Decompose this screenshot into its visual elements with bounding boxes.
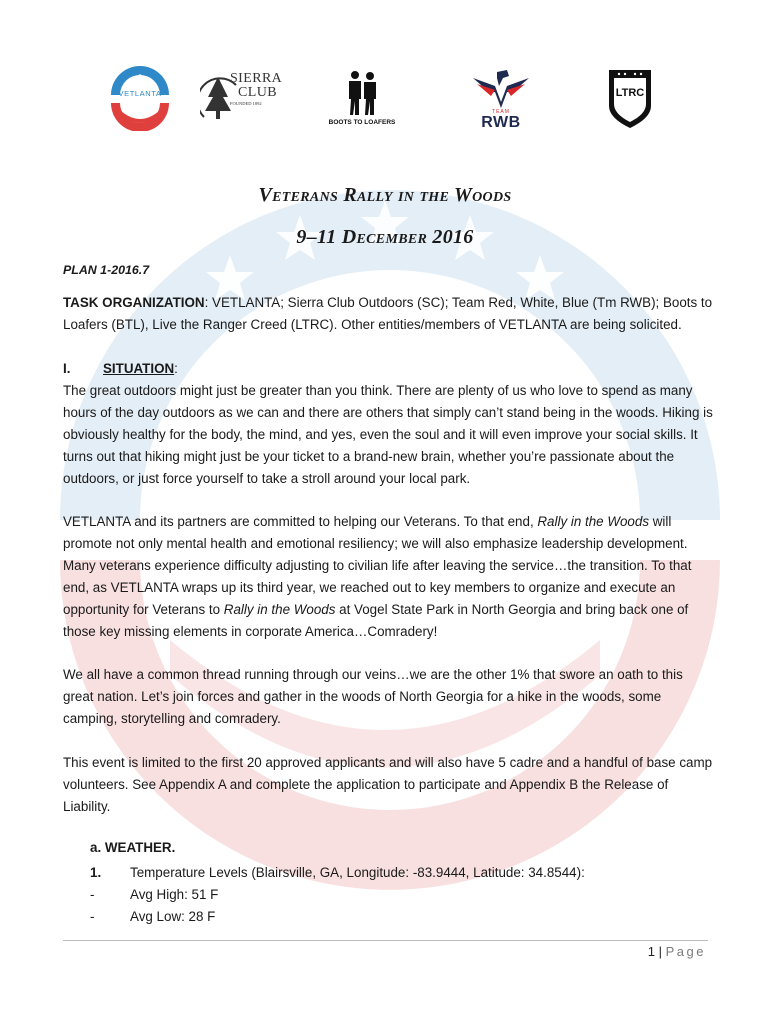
two-soldiers-icon — [342, 69, 382, 119]
p2-text-a: VETLANTA and its partners are committed to helping our Veterans. To that end, — [63, 514, 538, 529]
weather-item-1-number: 1. — [90, 865, 102, 880]
dash-bullet: - — [90, 887, 95, 902]
situation-paragraph-1: The great outdoors might just be greater than you think. There are plenty of us who love to spend as many hours of the day outdoors as we can and there are others that simply can’t stand being in the woods. Hiking is obviously healthy for the body, the mind, and yes, even the soul and it will even improve your social skills. It turns out that hiking might just be your ticket to a brand-new brain, whether you’re passionate about the outdoors, or just force yourself to take a stroll around your local park. — [63, 383, 713, 486]
weather-item-1-text: Temperature Levels (Blairsville, GA, Longitude: -83.9444, Latitude: 34.8544): — [130, 865, 585, 880]
p2-emphasis-2: Rally in the Woods — [223, 602, 336, 617]
situation-label: SITUATION — [103, 361, 175, 376]
situation-paragraph-3: We all have a common thread running through our veins…we are the other 1% that swore an oath to this great nation. Let’s join forces and gather in the woods of North Georgia for a hike in the woods, some camping, storytelling and comradery. — [63, 667, 683, 726]
event-dates: 9–11 December 2016 — [296, 226, 474, 248]
ltrc-logo — [604, 60, 656, 136]
vetlanta-logo-text: VETLANTA — [118, 89, 162, 98]
vetlanta-emblem-icon — [107, 65, 173, 131]
team-rwb-text: RWB — [481, 113, 521, 131]
document-title: Veterans Rally in the Woods — [258, 184, 512, 206]
weather-item-1 — [90, 862, 585, 884]
task-organization-text: : VETLANTA; Sierra Club Outdoors (SC); Team Red, White, Blue (Tm RWB); Boots to Loafers (BTL), Live the Ranger Creed (LTRC). Other entities/members of VETLANTA are being solicited. — [63, 295, 713, 332]
eagle-icon — [471, 66, 531, 110]
team-rwb-logo — [470, 60, 532, 136]
sierra-text: SIERRA — [230, 71, 283, 86]
club-text: CLUB — [238, 85, 277, 100]
vetlanta-logo — [106, 60, 174, 136]
situation-number: I. — [63, 361, 71, 376]
team-rwb-small-text: TEAM — [492, 108, 510, 115]
boots-to-loafers-logo — [328, 60, 396, 136]
sierra-club-wordmark — [230, 72, 282, 107]
p2-text-b: will promote not only mental health and emotional resiliency; we will also emphasize leadership development. Many veterans experience difficulty adjusting to civilian life after leaving the service…the transition. To that end, as VETLANTA wraps up its third year, we reached out to key members to organize and execute an opportunity for Veterans to — [63, 514, 692, 617]
avg-low-text: Avg Low: 28 F — [130, 909, 216, 924]
boots-to-loafers-text: BOOTS TO LOAFERS — [328, 119, 396, 127]
situation-heading — [63, 358, 713, 380]
page-label: Page — [665, 944, 706, 959]
ltrc-text: LTRC — [615, 87, 645, 99]
page-number: 1 — [647, 944, 656, 959]
plan-number: PLAN 1-2016.7 — [63, 263, 150, 277]
p2-text-c: at Vogel State Park in North Georgia and bring back one of those key missing elements in corporate America…Comradery! — [63, 602, 689, 639]
situation-paragraph-4: This event is limited to the first 20 approved applicants and will also have 5 cadre and a handful of base camp volunteers. See Appendix A and complete the application to participate and Appendix B the Release of Liability. — [63, 755, 713, 814]
page-footer — [648, 944, 706, 959]
weather-low — [90, 906, 215, 928]
situation-colon: : — [174, 361, 178, 376]
avg-high-text: Avg High: 51 F — [130, 887, 219, 902]
footer-divider — [63, 940, 708, 941]
sierra-club-logo — [200, 60, 283, 136]
weather-heading: a. WEATHER. — [90, 840, 176, 855]
situation-paragraph-2 — [63, 511, 713, 643]
dash-bullet: - — [90, 909, 95, 924]
partner-logos — [0, 60, 770, 140]
task-organization-label: TASK ORGANIZATION — [63, 295, 205, 310]
weather-high — [90, 884, 218, 906]
task-organization — [63, 292, 713, 336]
page-separator: | — [655, 944, 666, 959]
p2-emphasis-1: Rally in the Woods — [537, 514, 650, 529]
founded-text: FOUNDED 1892 — [230, 101, 262, 106]
